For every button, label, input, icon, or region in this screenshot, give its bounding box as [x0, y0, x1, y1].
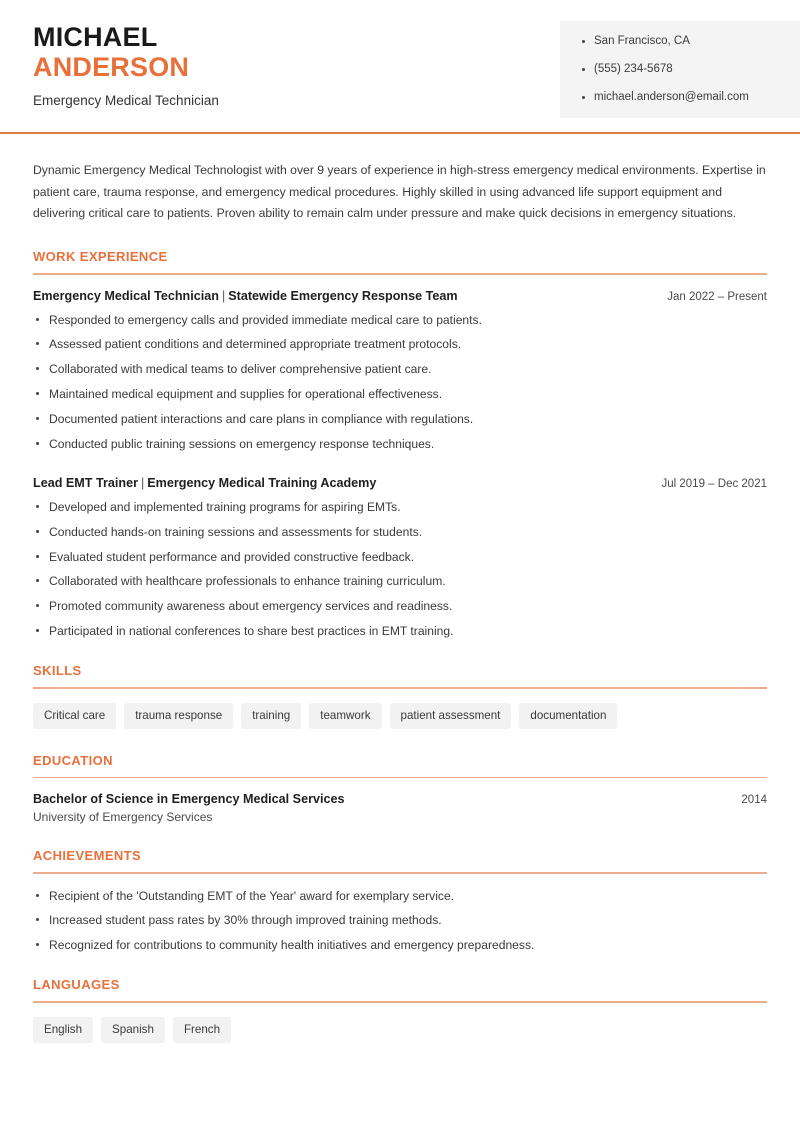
section-rule — [33, 273, 767, 275]
header-divider — [0, 132, 800, 134]
section-title-languages: LANGUAGES — [33, 977, 120, 993]
skill-chip: training — [241, 703, 301, 729]
experience-role: Emergency Medical Technician — [33, 288, 219, 303]
list-item: Evaluated student performance and provided constructive feedback. — [33, 549, 767, 565]
experience-date: Jul 2019 – Dec 2021 — [661, 478, 767, 491]
section-rule — [33, 777, 767, 779]
list-item: Conducted hands-on training sessions and assessments for students. — [33, 524, 767, 540]
education-institution: University of Emergency Services — [33, 810, 213, 824]
section-rule — [33, 687, 767, 689]
education-entry — [33, 792, 767, 824]
identity-block — [0, 0, 219, 108]
section-work-experience — [33, 249, 767, 639]
section-languages — [33, 977, 767, 1042]
title-separator: | — [140, 476, 145, 491]
list-item: Collaborated with healthcare professionals to enhance training curriculum. — [33, 573, 767, 589]
section-achievements — [33, 848, 767, 953]
experience-heading — [33, 476, 376, 490]
contact-email[interactable]: michael.anderson@email.com — [582, 91, 800, 105]
resume-body — [0, 134, 800, 1043]
skills-chip-list — [33, 703, 767, 729]
list-item: Recognized for contributions to community health initiatives and emergency preparedness. — [33, 937, 767, 953]
section-title-achievements: ACHIEVEMENTS — [33, 848, 142, 863]
skill-chip: Critical care — [33, 703, 116, 729]
experience-date: Jan 2022 – Present — [667, 290, 767, 303]
list-item: Increased student pass rates by 30% through improved training methods. — [33, 912, 767, 928]
contact-panel — [560, 21, 800, 118]
section-title-work-experience: WORK EXPERIENCE — [33, 249, 168, 265]
list-item: Conducted public training sessions on emergency response techniques. — [33, 436, 767, 452]
contact-list — [582, 35, 800, 104]
language-chip: French — [173, 1017, 231, 1043]
languages-chip-list — [33, 1017, 767, 1043]
professional-summary: Dynamic Emergency Medical Technologist with over 9 years of experience in high-stress emergency medical environments. Expertise in patient care, trauma response, and emergency medical procedures. Highly skilled in using advanced life support equipment and delivering critical care to patients. Proven ability to remain calm under pressure and make quick decisions in emergency situations. — [33, 163, 766, 221]
language-chip: Spanish — [101, 1017, 165, 1043]
resume-header — [0, 0, 800, 134]
list-item: Documented patient interactions and care plans in compliance with regulations. — [33, 411, 767, 427]
section-skills — [33, 663, 767, 728]
section-rule — [33, 872, 767, 874]
experience-company: Statewide Emergency Response Team — [228, 288, 458, 303]
skill-chip: teamwork — [309, 703, 381, 729]
education-year: 2014 — [741, 794, 767, 806]
skill-chip: patient assessment — [390, 703, 512, 729]
candidate-job-title: Emergency Medical Technician — [33, 93, 219, 109]
experience-heading — [33, 289, 458, 303]
skill-chip: trauma response — [124, 703, 233, 729]
title-separator: | — [221, 288, 226, 303]
experience-role: Lead EMT Trainer — [33, 476, 138, 491]
name-first: MICHAEL — [33, 22, 158, 52]
candidate-name — [33, 22, 219, 82]
list-item: Developed and implemented training programs for aspiring EMTs. — [33, 499, 767, 515]
list-item: Recipient of the 'Outstanding EMT of the Year' award for exemplary service. — [33, 888, 767, 904]
list-item: Responded to emergency calls and provided immediate medical care to patients. — [33, 312, 767, 328]
list-item: Collaborated with medical teams to deliver comprehensive patient care. — [33, 361, 767, 377]
experience-bullets — [33, 312, 767, 452]
experience-bullets — [33, 499, 767, 639]
achievements-list — [33, 888, 767, 954]
list-item: Maintained medical equipment and supplies for operational effectiveness. — [33, 386, 767, 402]
list-item: Assessed patient conditions and determined appropriate treatment protocols. — [33, 336, 767, 352]
language-chip: English — [33, 1017, 93, 1043]
experience-entry — [33, 476, 767, 639]
experience-entry — [33, 289, 767, 452]
section-rule — [33, 1001, 767, 1003]
contact-phone[interactable]: (555) 234-5678 — [582, 63, 800, 77]
education-degree: Bachelor of Science in Emergency Medical Services — [33, 792, 345, 806]
section-education — [33, 753, 767, 825]
list-item: Participated in national conferences to share best practices in EMT training. — [33, 623, 767, 639]
name-last: ANDERSON — [33, 52, 190, 83]
skill-chip: documentation — [519, 703, 617, 729]
list-item: Promoted community awareness about emergency services and readiness. — [33, 598, 767, 614]
section-title-skills: SKILLS — [33, 663, 82, 679]
section-title-education: EDUCATION — [33, 752, 113, 768]
experience-company: Emergency Medical Training Academy — [147, 476, 377, 491]
contact-location: San Francisco, CA — [582, 35, 800, 49]
